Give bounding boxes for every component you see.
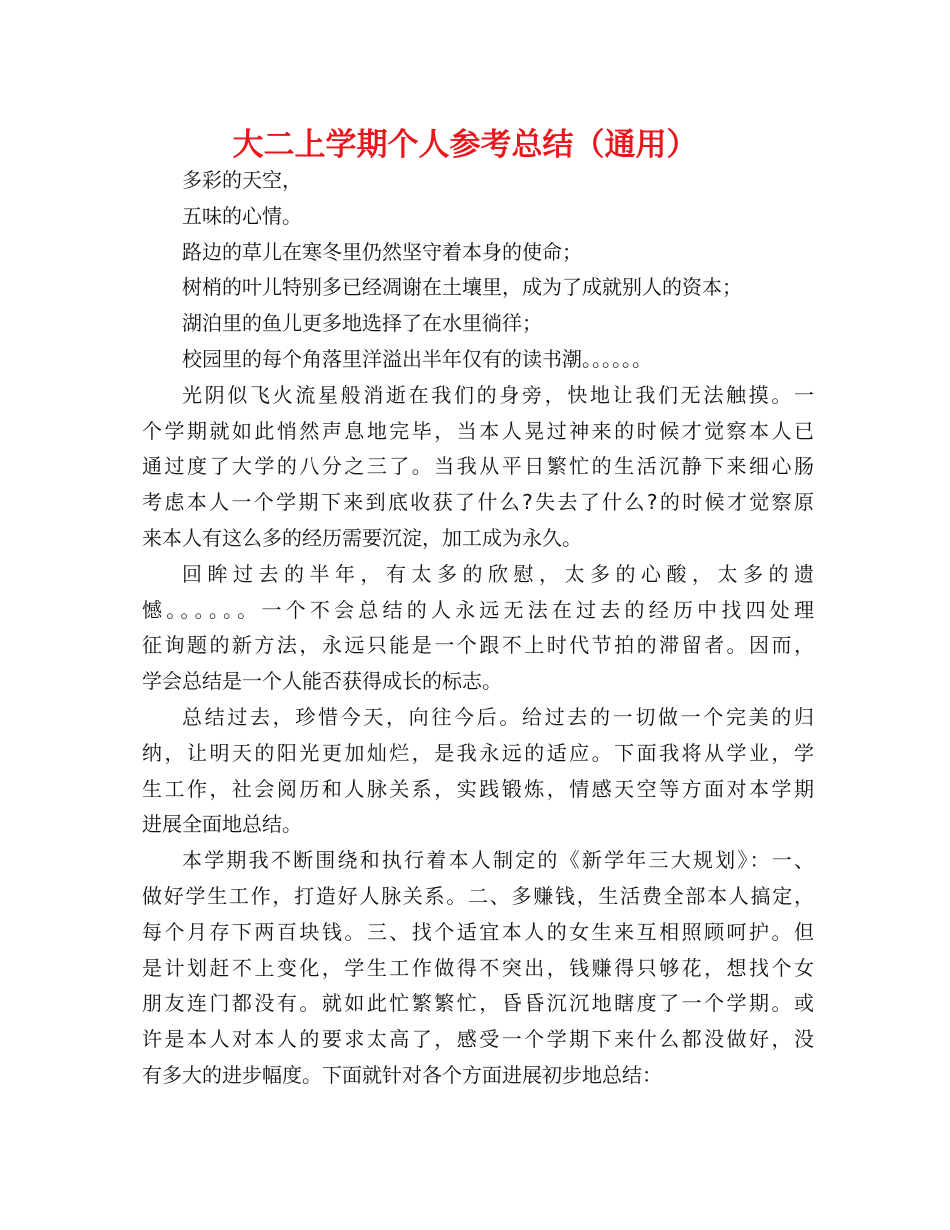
- text-line: 考虑本人一个学期下来到底收获了什么?失去了什么?的时候才觉察原: [142, 490, 814, 515]
- text-line: 湖泊里的鱼儿更多地选择了在水里徜徉；: [182, 311, 542, 336]
- text-line: 憾。。。。。。一个不会总结的人永远无法在过去的经历中找四处理: [142, 597, 814, 622]
- text-line: 五味的心情。: [182, 203, 302, 228]
- text-line: 来本人有这么多的经历需要沉淀，加工成为永久。: [142, 525, 582, 550]
- text-line: 纳，让明天的阳光更加灿烂，是我永远的适应。下面我将从学业，学: [142, 740, 814, 765]
- document-title: 大二上学期个人参考总结（通用）: [232, 127, 698, 163]
- text-line: 每个月存下两百块钱。三、找个适宜本人的女生来互相照顾呵护。但: [142, 919, 814, 944]
- text-line: 做好学生工作，打造好人脉关系。二、多赚钱，生活费全部本人搞定，: [142, 883, 814, 908]
- text-line: 光阴似飞火流星般消逝在我们的身旁，快地让我们无法触摸。一: [182, 382, 814, 407]
- text-line: 通过度了大学的八分之三了。当我从平日繁忙的生活沉静下来细心肠: [142, 454, 814, 479]
- text-line: 路边的草儿在寒冬里仍然坚守着本身的使命；: [182, 239, 582, 264]
- text-line: 本学期我不断围绕和执行着本人制定的《新学年三大规划》：一、: [182, 848, 814, 873]
- text-line: 学会总结是一个人能否获得成长的标志。: [142, 669, 502, 694]
- text-line: 个学期就如此悄然声息地完毕，当本人晃过神来的时候才觉察本人已: [142, 418, 814, 443]
- text-line: 是计划赶不上变化，学生工作做得不突出，钱赚得只够花，想找个女: [142, 955, 814, 980]
- text-line: 校园里的每个角落里洋溢出半年仅有的读书潮。。。。。。: [182, 346, 652, 371]
- text-line: 有多大的进步幅度。下面就针对各个方面进展初步地总结：: [142, 1062, 662, 1087]
- text-line: 许是本人对本人的要求太高了，感受一个学期下来什么都没做好，没: [142, 1027, 814, 1052]
- text-line: 总结过去，珍惜今天，向往今后。给过去的一切做一个完美的归: [182, 704, 814, 729]
- document-body: [142, 163, 814, 1094]
- text-line: 生工作，社会阅历和人脉关系，实践锻炼，情感天空等方面对本学期: [142, 776, 814, 801]
- text-line: 树梢的叶儿特别多已经凋谢在土壤里，成为了成就别人的资本；: [182, 275, 742, 300]
- text-line: 进展全面地总结。: [142, 812, 302, 837]
- text-line: 多彩的天空，: [182, 168, 302, 192]
- text-line: 征询题的新方法，永远只能是一个跟不上时代节拍的滞留者。因而，: [142, 633, 814, 658]
- text-line: 朋友连门都没有。就如此忙繁繁忙，昏昏沉沉地瞎度了一个学期。或: [142, 991, 814, 1016]
- text-line: 回眸过去的半年，有太多的欣慰，太多的心酸，太多的遗: [182, 561, 814, 586]
